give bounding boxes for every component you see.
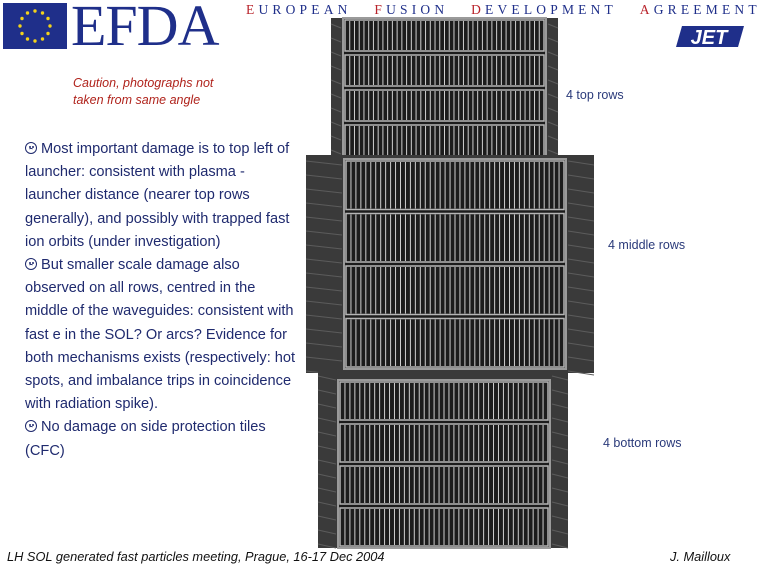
agreement-title bbox=[246, 2, 761, 18]
jet-logo-text: JET bbox=[690, 27, 728, 49]
word-european: EUROPEAN bbox=[246, 2, 352, 17]
bullet-item: Most important damage is to top left of launcher: consistent with plasma - launcher distance (nearer top rows generally), and possibly with trapped fast ion orbits (under investigation) bbox=[25, 141, 290, 250]
label-middle-rows: 4 middle rows bbox=[608, 238, 686, 252]
word-development: DEVELOPMENT bbox=[471, 2, 618, 17]
label-top-rows: 4 top rows bbox=[566, 88, 624, 102]
caution-note bbox=[73, 75, 213, 109]
label-bottom-rows: 4 bottom rows bbox=[603, 436, 682, 450]
photo-bottom-rows bbox=[318, 370, 568, 548]
frown-bullet-icon bbox=[25, 420, 37, 432]
bullet-item: But smaller scale damage also observed on all rows, centred in the middle of the waveguides: consistent with fast e in the SOL? Or arcs? Evidence for both mechanisms exists (respectively: hot spots, and imbalance trips in coincidence with radiation spike). bbox=[25, 257, 296, 413]
photo-top-rows bbox=[331, 18, 558, 158]
caution-line-2: taken from same angle bbox=[73, 93, 201, 107]
frown-bullet-icon bbox=[25, 142, 37, 154]
frown-bullet-icon bbox=[25, 258, 37, 270]
photo-middle-rows bbox=[306, 155, 594, 373]
eu-flag-logo bbox=[3, 3, 67, 49]
efda-logo-text: EFDA bbox=[71, 0, 219, 58]
bullet-item: No damage on side protection tiles (CFC) bbox=[25, 419, 266, 459]
footer-meeting: LH SOL generated fast particles meeting, Prague, 16-17 Dec 2004 bbox=[7, 549, 385, 564]
bullet-list bbox=[25, 138, 297, 463]
word-agreement: AGREEMENT bbox=[639, 2, 761, 17]
eu-stars-icon bbox=[3, 3, 67, 49]
footer-author: J. Mailloux bbox=[670, 549, 731, 564]
jet-logo bbox=[676, 24, 744, 49]
caution-line-1: Caution, photographs not bbox=[73, 76, 214, 90]
word-fusion: FUSION bbox=[374, 2, 449, 17]
